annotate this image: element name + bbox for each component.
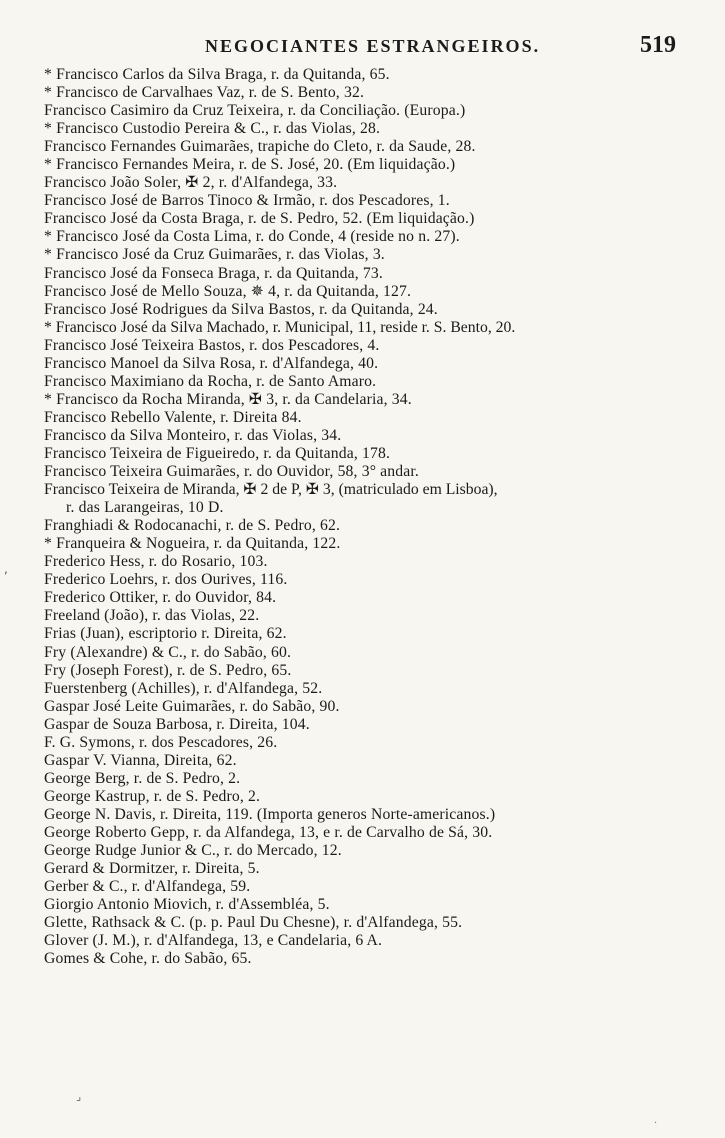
list-item: Francisco Teixeira de Figueiredo, r. da Quitanda, 178. [44, 444, 391, 462]
list-item: Gaspar de Souza Barbosa, r. Direita, 104. [44, 715, 310, 733]
list-item: Francisco Maximiano da Rocha, r. de Santo Amaro. [44, 372, 377, 390]
list-item: Francisco Teixeira de Miranda, ✠ 2 de P, ✠ 3, (matriculado em Lisboa), [44, 481, 498, 499]
list-item: * Francisco José da Costa Lima, r. do Conde, 4 (reside no n. 27). [44, 228, 460, 246]
list-item: Francisco da Silva Monteiro, r. das Violas, 34. [44, 426, 342, 444]
list-item: George Kastrup, r. de S. Pedro, 2. [44, 787, 261, 805]
list-item: Frederico Hess, r. do Rosario, 103. [44, 553, 268, 571]
list-item: F. G. Symons, r. dos Pescadores, 26. [44, 733, 278, 751]
list-item: Francisco José de Barros Tinoco & Irmão, r. dos Pescadores, 1. [44, 192, 450, 210]
list-item: Franghiadi & Rodocanachi, r. de S. Pedro, 62. [44, 517, 341, 535]
list-item: * Francisco da Rocha Miranda, ✠ 3, r. da Candelaria, 34. [44, 390, 412, 408]
list-item: Frederico Loehrs, r. dos Ourives, 116. [44, 571, 288, 589]
list-item: Gerber & C., r. d'Alfandega, 59. [44, 878, 251, 896]
list-item: * Francisco José da Silva Machado, r. Municipal, 11, reside r. S. Bento, 20. [44, 318, 516, 336]
list-item: Glette, Rathsack & C. (p. p. Paul Du Chesne), r. d'Alfandega, 55. [44, 914, 463, 932]
list-item: Fry (Alexandre) & C., r. do Sabão, 60. [44, 643, 292, 661]
list-item: Glover (J. M.), r. d'Alfandega, 13, e Candelaria, 6 A. [44, 932, 383, 950]
list-item: Frias (Juan), escriptorio r. Direita, 62. [44, 625, 287, 643]
margin-mark: , [4, 562, 8, 576]
list-item: Frederico Ottiker, r. do Ouvidor, 84. [44, 589, 277, 607]
margin-mark: · [654, 1118, 658, 1129]
list-item: Gerard & Dormitzer, r. Direita, 5. [44, 860, 260, 878]
list-item: Gaspar V. Vianna, Direita, 62. [44, 751, 237, 769]
list-item: Fuerstenberg (Achilles), r. d'Alfandega, 52. [44, 679, 323, 697]
list-item: Gomes & Cohe, r. do Sabão, 65. [44, 950, 252, 968]
running-title: NEGOCIANTES ESTRANGEIROS. [205, 36, 541, 56]
list-item: Francisco José Rodrigues da Silva Bastos, r. da Quitanda, 24. [44, 300, 438, 318]
list-item: Francisco João Soler, ✠ 2, r. d'Alfandega, 33. [44, 174, 338, 192]
page-header [0, 32, 725, 62]
list-item: Francisco Fernandes Guimarães, trapiche do Cleto, r. da Saude, 28. [44, 138, 476, 156]
list-item: Francisco José da Fonseca Braga, r. da Quitanda, 73. [44, 264, 383, 282]
margin-mark: ⌟ [76, 1090, 82, 1103]
list-item: George Roberto Gepp, r. da Alfandega, 13, e r. de Carvalho de Sá, 30. [44, 823, 493, 841]
list-item-continuation: r. das Larangeiras, 10 D. [66, 499, 224, 517]
list-item: Francisco Manoel da Silva Rosa, r. d'Alfandega, 40. [44, 354, 379, 372]
list-item: * Francisco de Carvalhaes Vaz, r. de S. Bento, 32. [44, 84, 365, 102]
list-item: Gaspar José Leite Guimarães, r. do Sabão, 90. [44, 697, 340, 715]
list-item: Francisco Casimiro da Cruz Teixeira, r. da Conciliação. (Europa.) [44, 102, 466, 120]
list-item: George Berg, r. de S. Pedro, 2. [44, 769, 241, 787]
list-item: Francisco José da Costa Braga, r. de S. Pedro, 52. (Em liquidação.) [44, 210, 475, 228]
list-item: * Francisco Carlos da Silva Braga, r. da Quitanda, 65. [44, 66, 390, 83]
list-item: Francisco José Teixeira Bastos, r. dos Pescadores, 4. [44, 336, 380, 354]
list-item: Fry (Joseph Forest), r. de S. Pedro, 65. [44, 661, 292, 679]
list-item: Francisco Rebello Valente, r. Direita 84. [44, 408, 302, 426]
list-item: Francisco Teixeira Guimarães, r. do Ouvidor, 58, 3° andar. [44, 463, 419, 481]
list-item: Freeland (João), r. das Violas, 22. [44, 607, 260, 625]
list-item: * Francisco Custodio Pereira & C., r. das Violas, 28. [44, 120, 381, 138]
list-item: * Francisco Fernandes Meira, r. de S. José, 20. (Em liquidação.) [44, 156, 456, 174]
list-item: George N. Davis, r. Direita, 119. (Importa generos Norte-americanos.) [44, 805, 496, 823]
list-item: George Rudge Junior & C., r. do Mercado, 12. [44, 842, 342, 860]
page-number: 519 [640, 32, 676, 58]
list-item: * Francisco José da Cruz Guimarães, r. das Violas, 3. [44, 246, 385, 264]
list-item: Francisco José de Mello Souza, ✵ 4, r. da Quitanda, 127. [44, 282, 412, 300]
list-item: * Franqueira & Nogueira, r. da Quitanda, 122. [44, 535, 341, 553]
list-item: Giorgio Antonio Miovich, r. d'Assembléa, 5. [44, 896, 330, 914]
merchant-list [44, 66, 724, 968]
